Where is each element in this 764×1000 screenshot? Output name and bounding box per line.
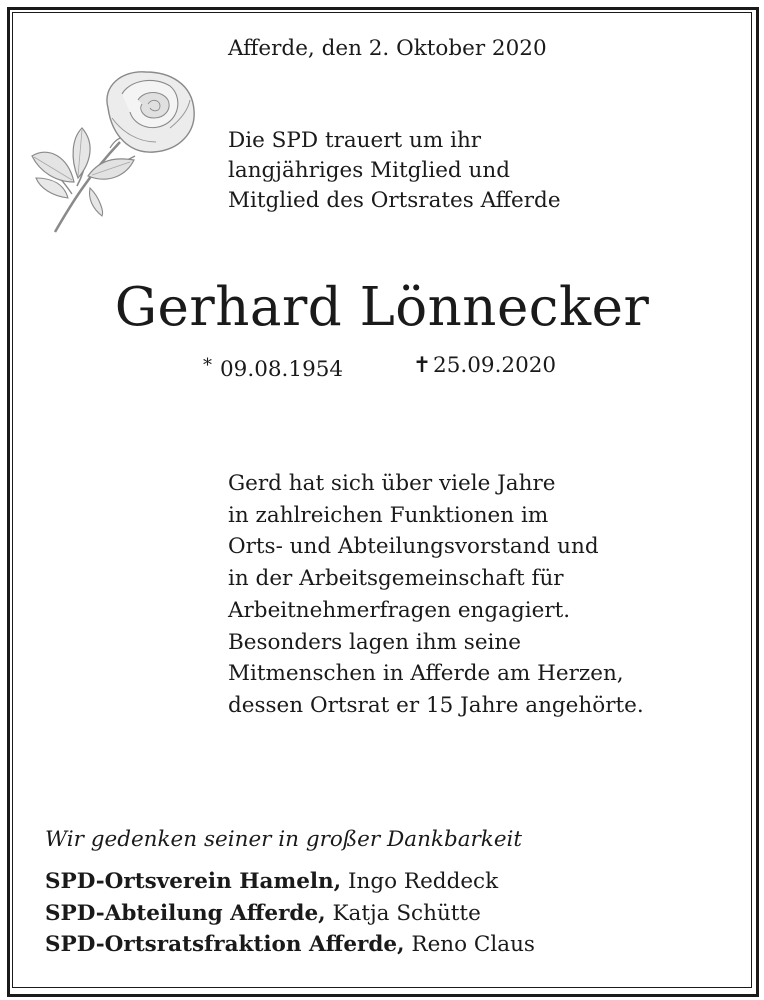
deceased-name: Gerhard Lönnecker	[114, 277, 650, 338]
signer-row	[45, 898, 535, 930]
remembrance-line: Wir gedenken seiner in großer Dankbarkeit	[45, 827, 523, 852]
signer-person: Katja Schütte	[332, 900, 481, 926]
tribute-line: Arbeitnehmerfragen engagiert.	[228, 597, 571, 623]
birth-info	[203, 351, 343, 385]
intro-text	[228, 126, 561, 216]
signer-organization: SPD-Abteilung Afferde,	[45, 900, 326, 926]
signer-row	[45, 866, 535, 898]
signer-person: Reno Claus	[411, 932, 535, 957]
signer-organization: SPD-Ortsverein Hameln,	[45, 869, 342, 894]
place-date: Afferde, den 2. Oktober 2020	[228, 36, 547, 61]
tribute-line: in der Arbeitsgemeinschaft für	[228, 566, 564, 592]
intro-line: Mitglied des Ortsrates Afferde	[228, 188, 561, 213]
tribute-line: Gerd hat sich über viele Jahre	[228, 471, 556, 496]
tribute-line: Mitmenschen in Afferde am Herzen,	[228, 661, 624, 687]
tribute-line: in zahlreichen Funktionen im	[228, 502, 549, 528]
tribute-line: Besonders lagen ihm seine	[228, 629, 521, 655]
tribute-line: dessen Ortsrat er 15 Jahre angehörte.	[228, 692, 644, 718]
death-info	[413, 351, 556, 381]
birth-date: 09.08.1954	[220, 357, 344, 382]
signer-row	[45, 929, 535, 961]
intro-line: langjähriges Mitglied und	[228, 158, 510, 183]
signers-list	[45, 866, 535, 961]
death-date: 25.09.2020	[433, 353, 557, 378]
tribute-line: Orts- und Abteilungsvorstand und	[228, 534, 599, 560]
intro-line: Die SPD trauert um ihr	[228, 128, 482, 153]
tribute-text	[228, 468, 644, 722]
cross-icon: ✝	[413, 353, 432, 378]
birth-star-icon: *	[203, 355, 212, 376]
signer-person: Ingo Reddeck	[348, 869, 499, 894]
signer-organization: SPD-Ortsratsfraktion Afferde,	[45, 932, 405, 957]
rose-icon	[30, 66, 200, 238]
